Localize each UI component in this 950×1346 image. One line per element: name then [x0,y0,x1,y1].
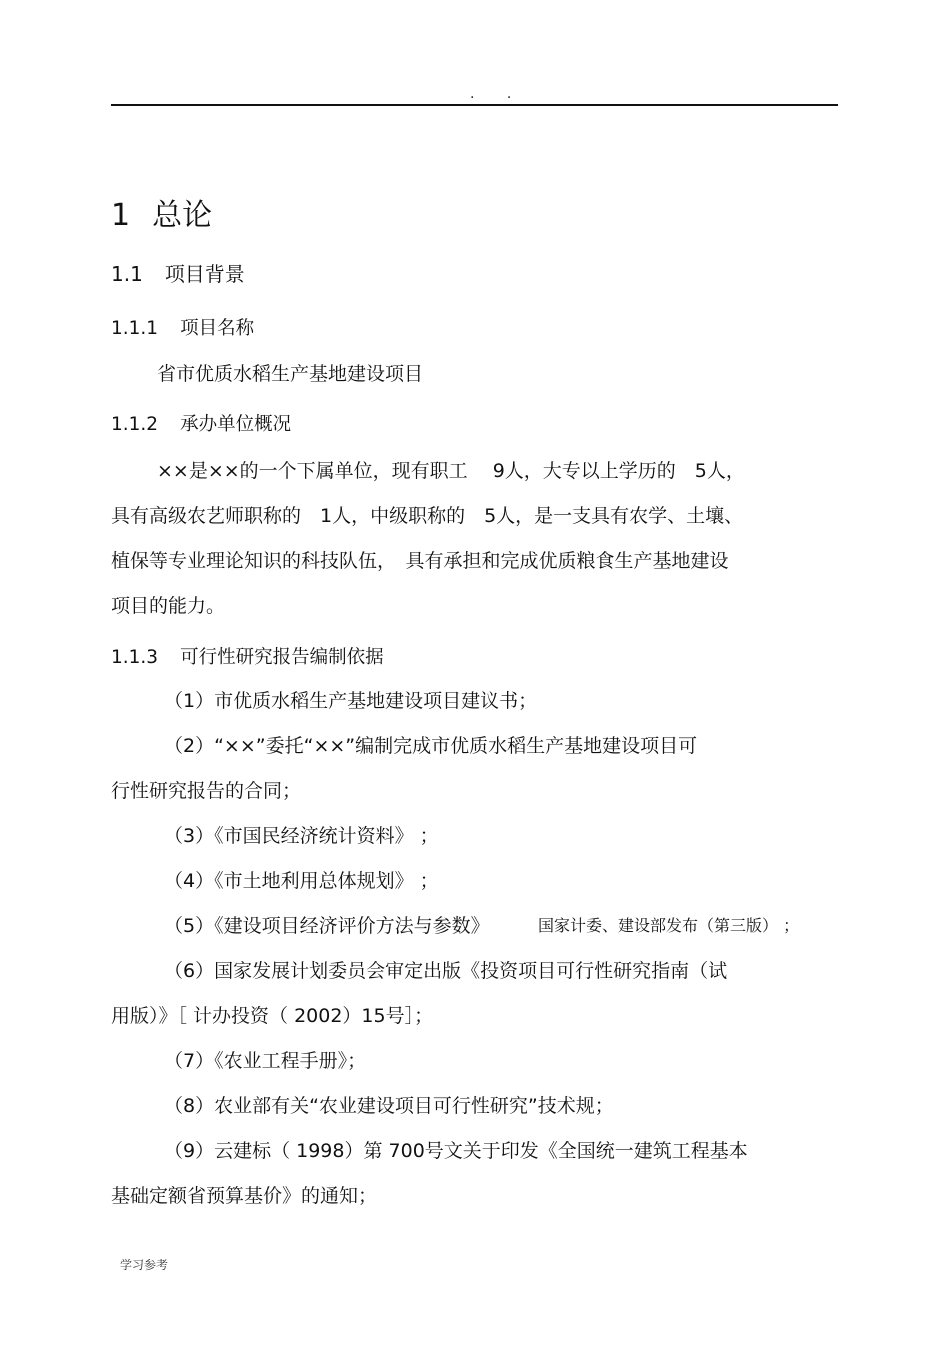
subsection-heading-1-1-3 [111,643,384,669]
list-item-note: 国家计委、建设部发布（第三版） ； [538,916,800,935]
list-item: （8）农业部有关“农业建设项目可行性研究”技术规； [164,1095,614,1117]
subsection-heading-1-1-1 [111,314,254,340]
subsection-title: 可行性研究报告编制依据 [180,647,384,668]
project-name-text: 省市优质水稻生产基地建设项目 [157,363,424,385]
header-dots: . . [470,86,526,102]
list-item-continuation: 行性研究报告的合同； [111,780,302,802]
subsection-title: 项目名称 [180,318,255,339]
paragraph-line: 植保等专业理论知识的科技队伍， 具有承担和完成优质粮食生产基地建设 [111,550,729,572]
section-number: 1.1 [111,262,143,286]
chapter-heading [111,190,212,234]
list-item: （7）《农业工程手册》； [164,1050,367,1072]
subsection-title: 承办单位概况 [180,414,292,435]
list-item: （5）《建设项目经济评价方法与参数》 [164,915,490,937]
list-item-continuation: 用版）》［ 计办投资（ 2002）15号］； [111,1005,434,1027]
subsection-number: 1.1.2 [111,414,159,435]
paragraph-line: 项目的能力。 [111,595,226,617]
chapter-title: 总论 [152,198,213,233]
chapter-number: 1 [111,198,131,233]
subsection-heading-1-1-2 [111,410,291,436]
subsection-number: 1.1.3 [111,647,159,668]
header-rule [111,104,838,106]
list-item: （6）国家发展计划委员会审定出版《投资项目可行性研究指南（试 [164,960,728,982]
section-heading-1-1 [111,258,245,287]
list-item: （3）《市国民经济统计资料》 ； [164,825,439,847]
list-item: （9）云建标（ 1998）第 700号文关于印发《全国统一建筑工程基本 [164,1140,748,1162]
list-item: （1）市优质水稻生产基地建设项目建议书； [164,690,538,712]
footer-text: 学习参考 [120,1258,169,1272]
list-item-continuation: 基础定额省预算基价》的通知； [111,1185,378,1207]
list-item: （4）《市土地利用总体规划》 ； [164,870,439,892]
paragraph-line: 具有高级农艺师职称的 1人，中级职称的 5人，是一支具有农学、土壤、 [111,505,744,527]
paragraph-line: ××是××的一个下属单位，现有职工 9人，大专以上学历的 5人， [157,460,745,482]
list-item: （2）“××”委托“××”编制完成市优质水稻生产基地建设项目可 [164,735,698,757]
section-title: 项目背景 [164,262,245,286]
subsection-number: 1.1.1 [111,318,159,339]
